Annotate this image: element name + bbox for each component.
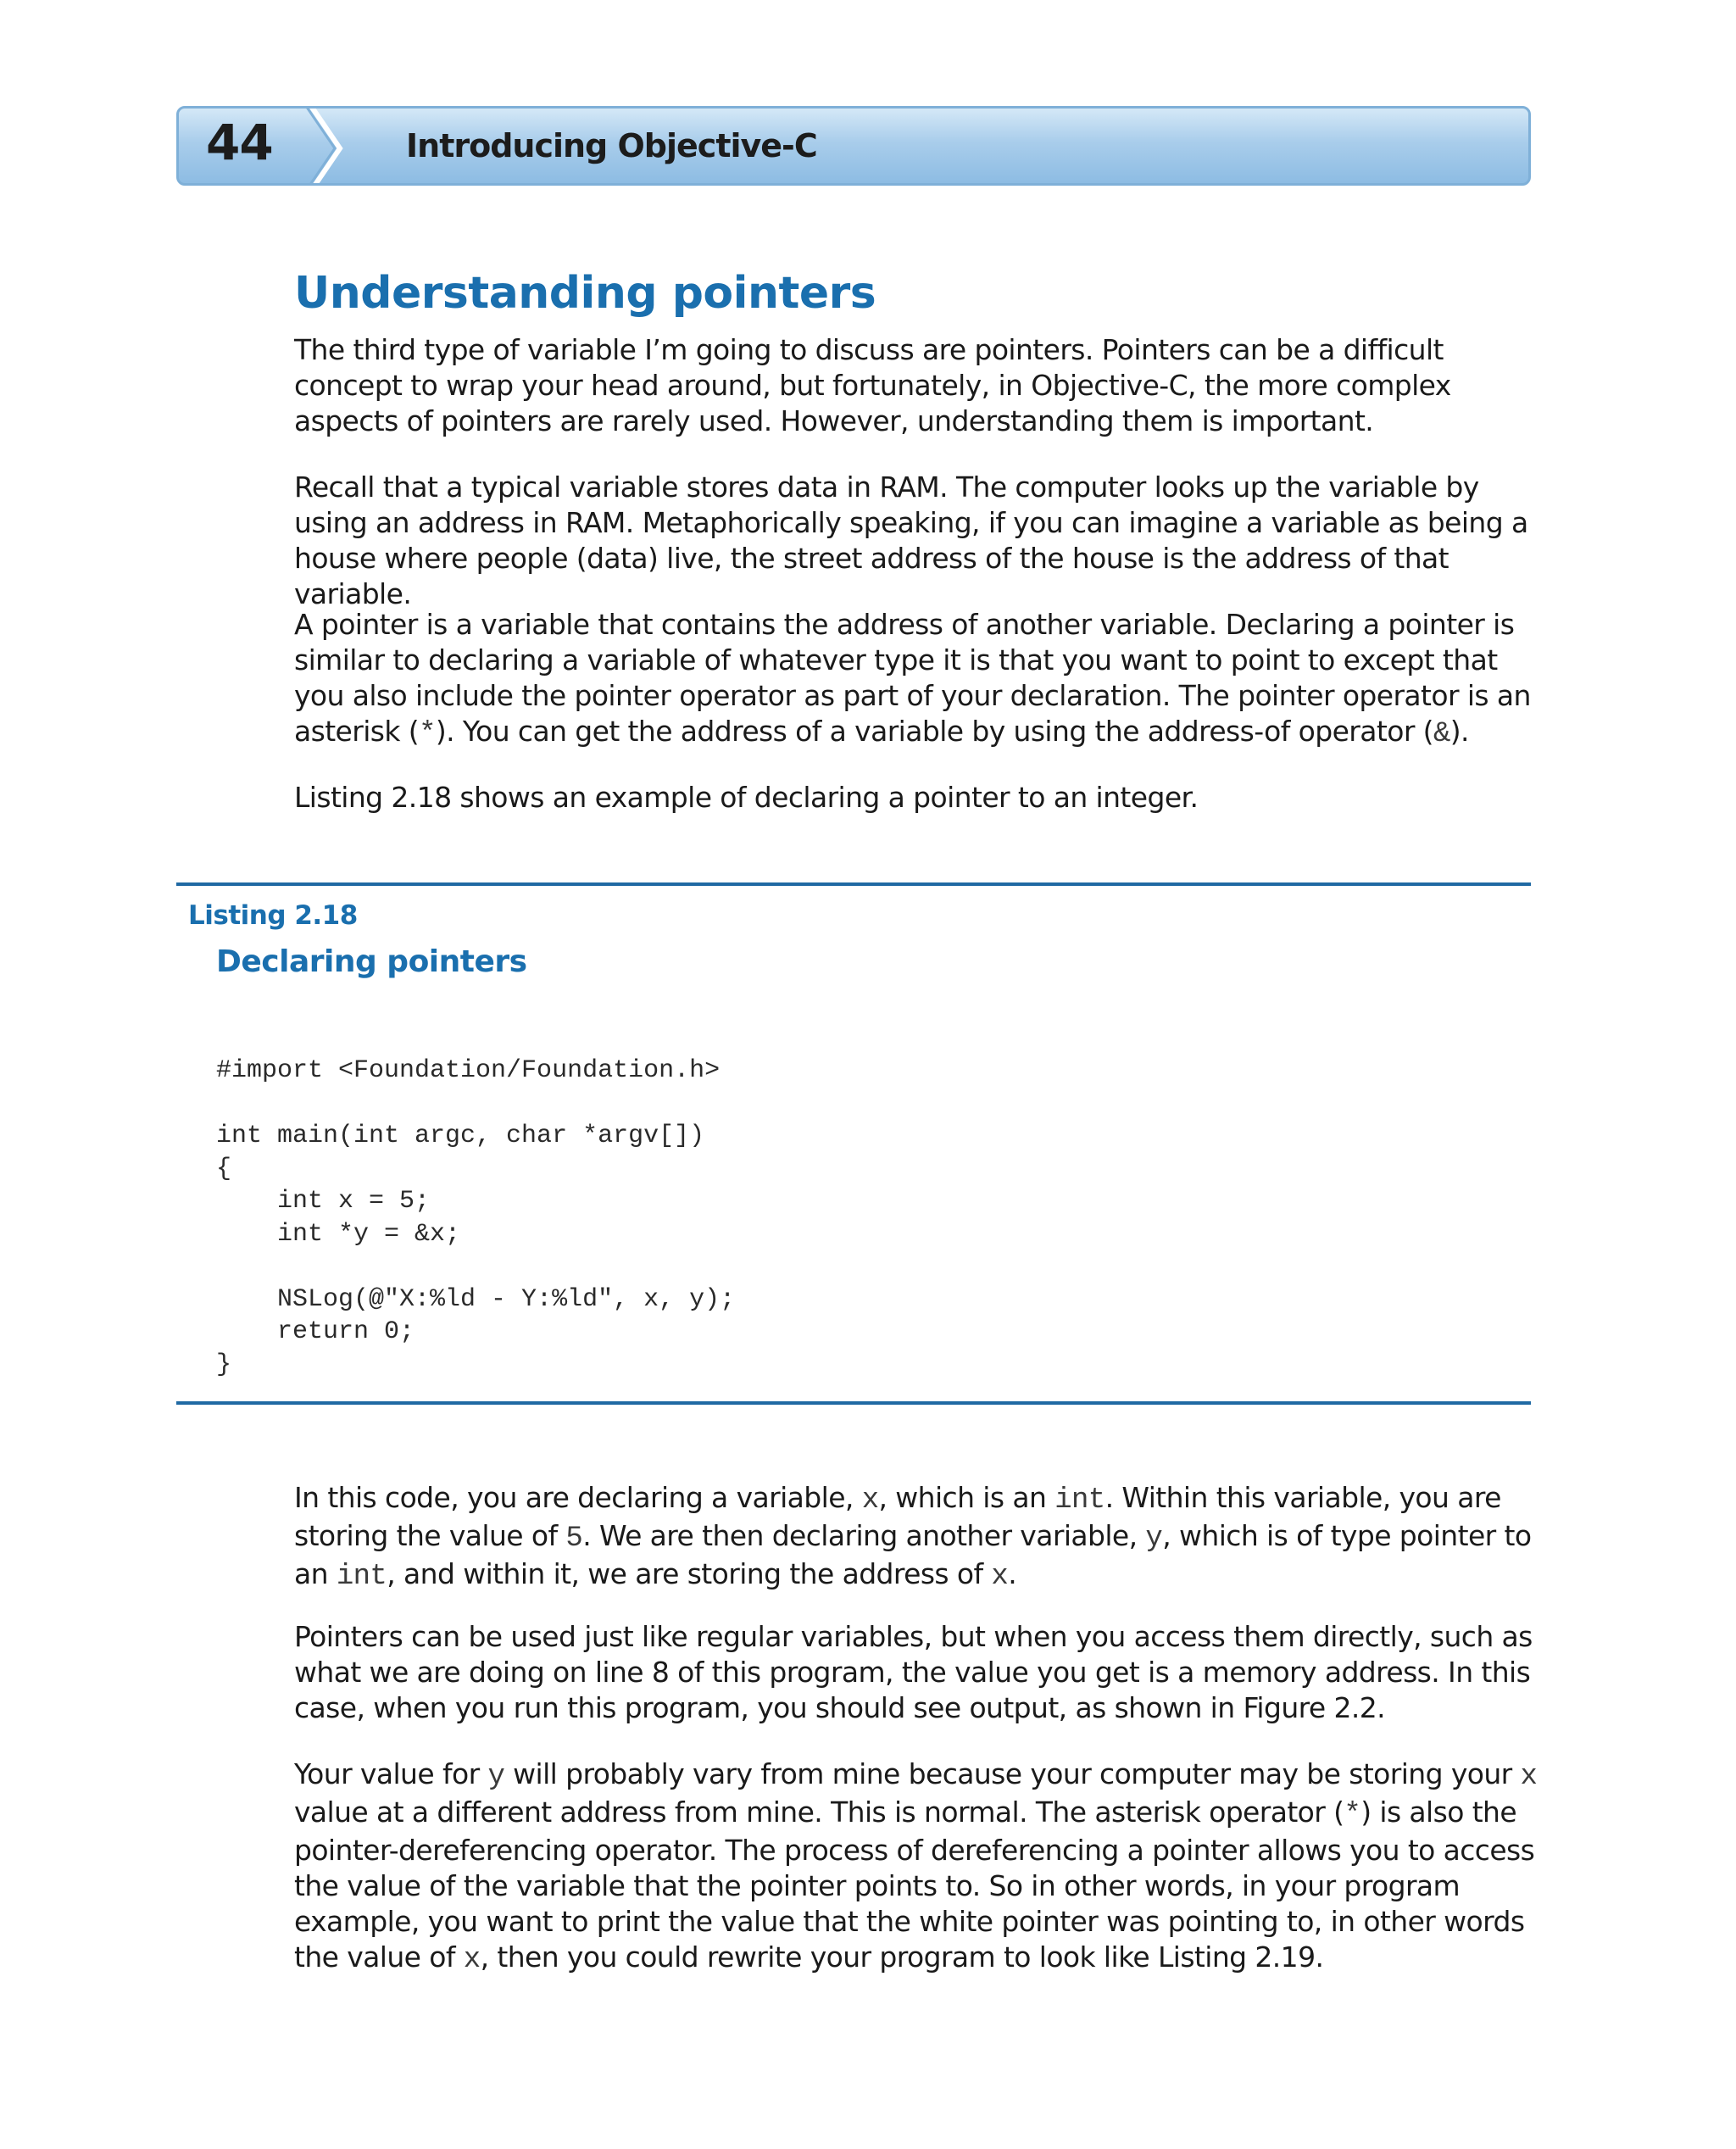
inline-code: x: [1520, 1761, 1538, 1793]
text-run: ) is also the pointer-dereferencing operator. The process of dereferencing a pointer allows you to access the value of the variable that the pointer points to. So in other words, in your program example, you want to print the value that the white pointer was pointing to, in other words the value of: [294, 1795, 1535, 1974]
text-run: , which is an: [878, 1481, 1055, 1514]
page-number: 44: [206, 114, 273, 171]
code-block: #import <Foundation/Foundation.h> int main(int argc, char *argv[]) { int x = 5; int *y = &x; NSLog(@"X:%ld - Y:%ld", x, y); return 0; }: [216, 1056, 736, 1379]
inline-code: 5: [565, 1523, 583, 1555]
text-run: ).: [1449, 715, 1469, 748]
inline-code: int: [336, 1561, 387, 1593]
inline-code: y: [487, 1761, 505, 1793]
text-run: , then you could rewrite your program to look like Listing 2.19.: [480, 1940, 1324, 1974]
text-run: .: [1008, 1557, 1017, 1590]
paragraph-pointer-definition: [294, 607, 1540, 752]
running-header: [176, 106, 1531, 186]
listing-number: Listing 2.18: [188, 900, 358, 931]
text-run: , and within it, we are storing the address of: [387, 1557, 992, 1590]
paragraph-listing-intro: Listing 2.18 shows an example of declaring a pointer to an integer.: [294, 781, 1199, 814]
text-run: will probably vary from mine because your computer may be storing your: [504, 1757, 1521, 1790]
paragraph-ram: Recall that a typical variable stores data in RAM. The computer looks up the variable by using an address in RAM. Metaphorically speaking, if you can imagine a variable as being a house where people (data) live, the street address of the house is the address of that variable.: [294, 470, 1528, 610]
text-run: A pointer is a variable that contains the address of another variable. Declaring a pointer is similar to declaring a variable of whatever type it is that you want to point to except that you also include the pointer operator as part of your declaration. The pointer operator is an asterisk (: [294, 608, 1531, 748]
section-heading: Understanding pointers: [294, 268, 876, 319]
inline-code: *: [419, 718, 436, 750]
text-run: . Within this variable, you are storing the value of: [294, 1481, 1501, 1552]
text-run: ). You can get the address of a variable by using the address-of operator (: [435, 715, 1433, 748]
inline-code: int: [1054, 1484, 1105, 1517]
inline-code: &: [1433, 718, 1450, 750]
text-run: value at a different address from mine. This is normal. The asterisk operator (: [294, 1795, 1344, 1829]
listing-bottom-rule: [176, 1401, 1531, 1405]
text-run: Your value for: [294, 1757, 488, 1790]
inline-code: *: [1344, 1799, 1361, 1831]
paragraph-code-explanation: [294, 1480, 1540, 1595]
paragraph-intro: The third type of variable I’m going to discuss are pointers. Pointers can be a difficult concept to wrap your head around, but fortunately, in Objective-C, the more complex aspects of pointers are rarely used. However, understanding them is important.: [294, 333, 1451, 437]
chapter-title: Introducing Objective-C: [406, 127, 817, 164]
paragraph-dereferencing: [294, 1757, 1540, 1978]
inline-code: y: [1145, 1523, 1163, 1555]
chevron-divider-icon: [306, 106, 357, 186]
text-run: . We are then declaring another variable,: [582, 1519, 1146, 1552]
paragraph-memory-address: Pointers can be used just like regular variables, but when you access them directly, such as what we are doing on line 8 of this program, the value you get is a memory address. In this case, when you run this program, you should see output, as shown in Figure 2.2.: [294, 1620, 1533, 1724]
inline-code: x: [861, 1484, 879, 1517]
listing-title: Declaring pointers: [216, 944, 527, 979]
inline-code: x: [991, 1561, 1009, 1593]
listing-top-rule: [176, 882, 1531, 886]
text-run: , which is of type pointer to an: [294, 1519, 1532, 1590]
text-run: In this code, you are declaring a variable,: [294, 1481, 862, 1514]
inline-code: x: [463, 1944, 481, 1976]
